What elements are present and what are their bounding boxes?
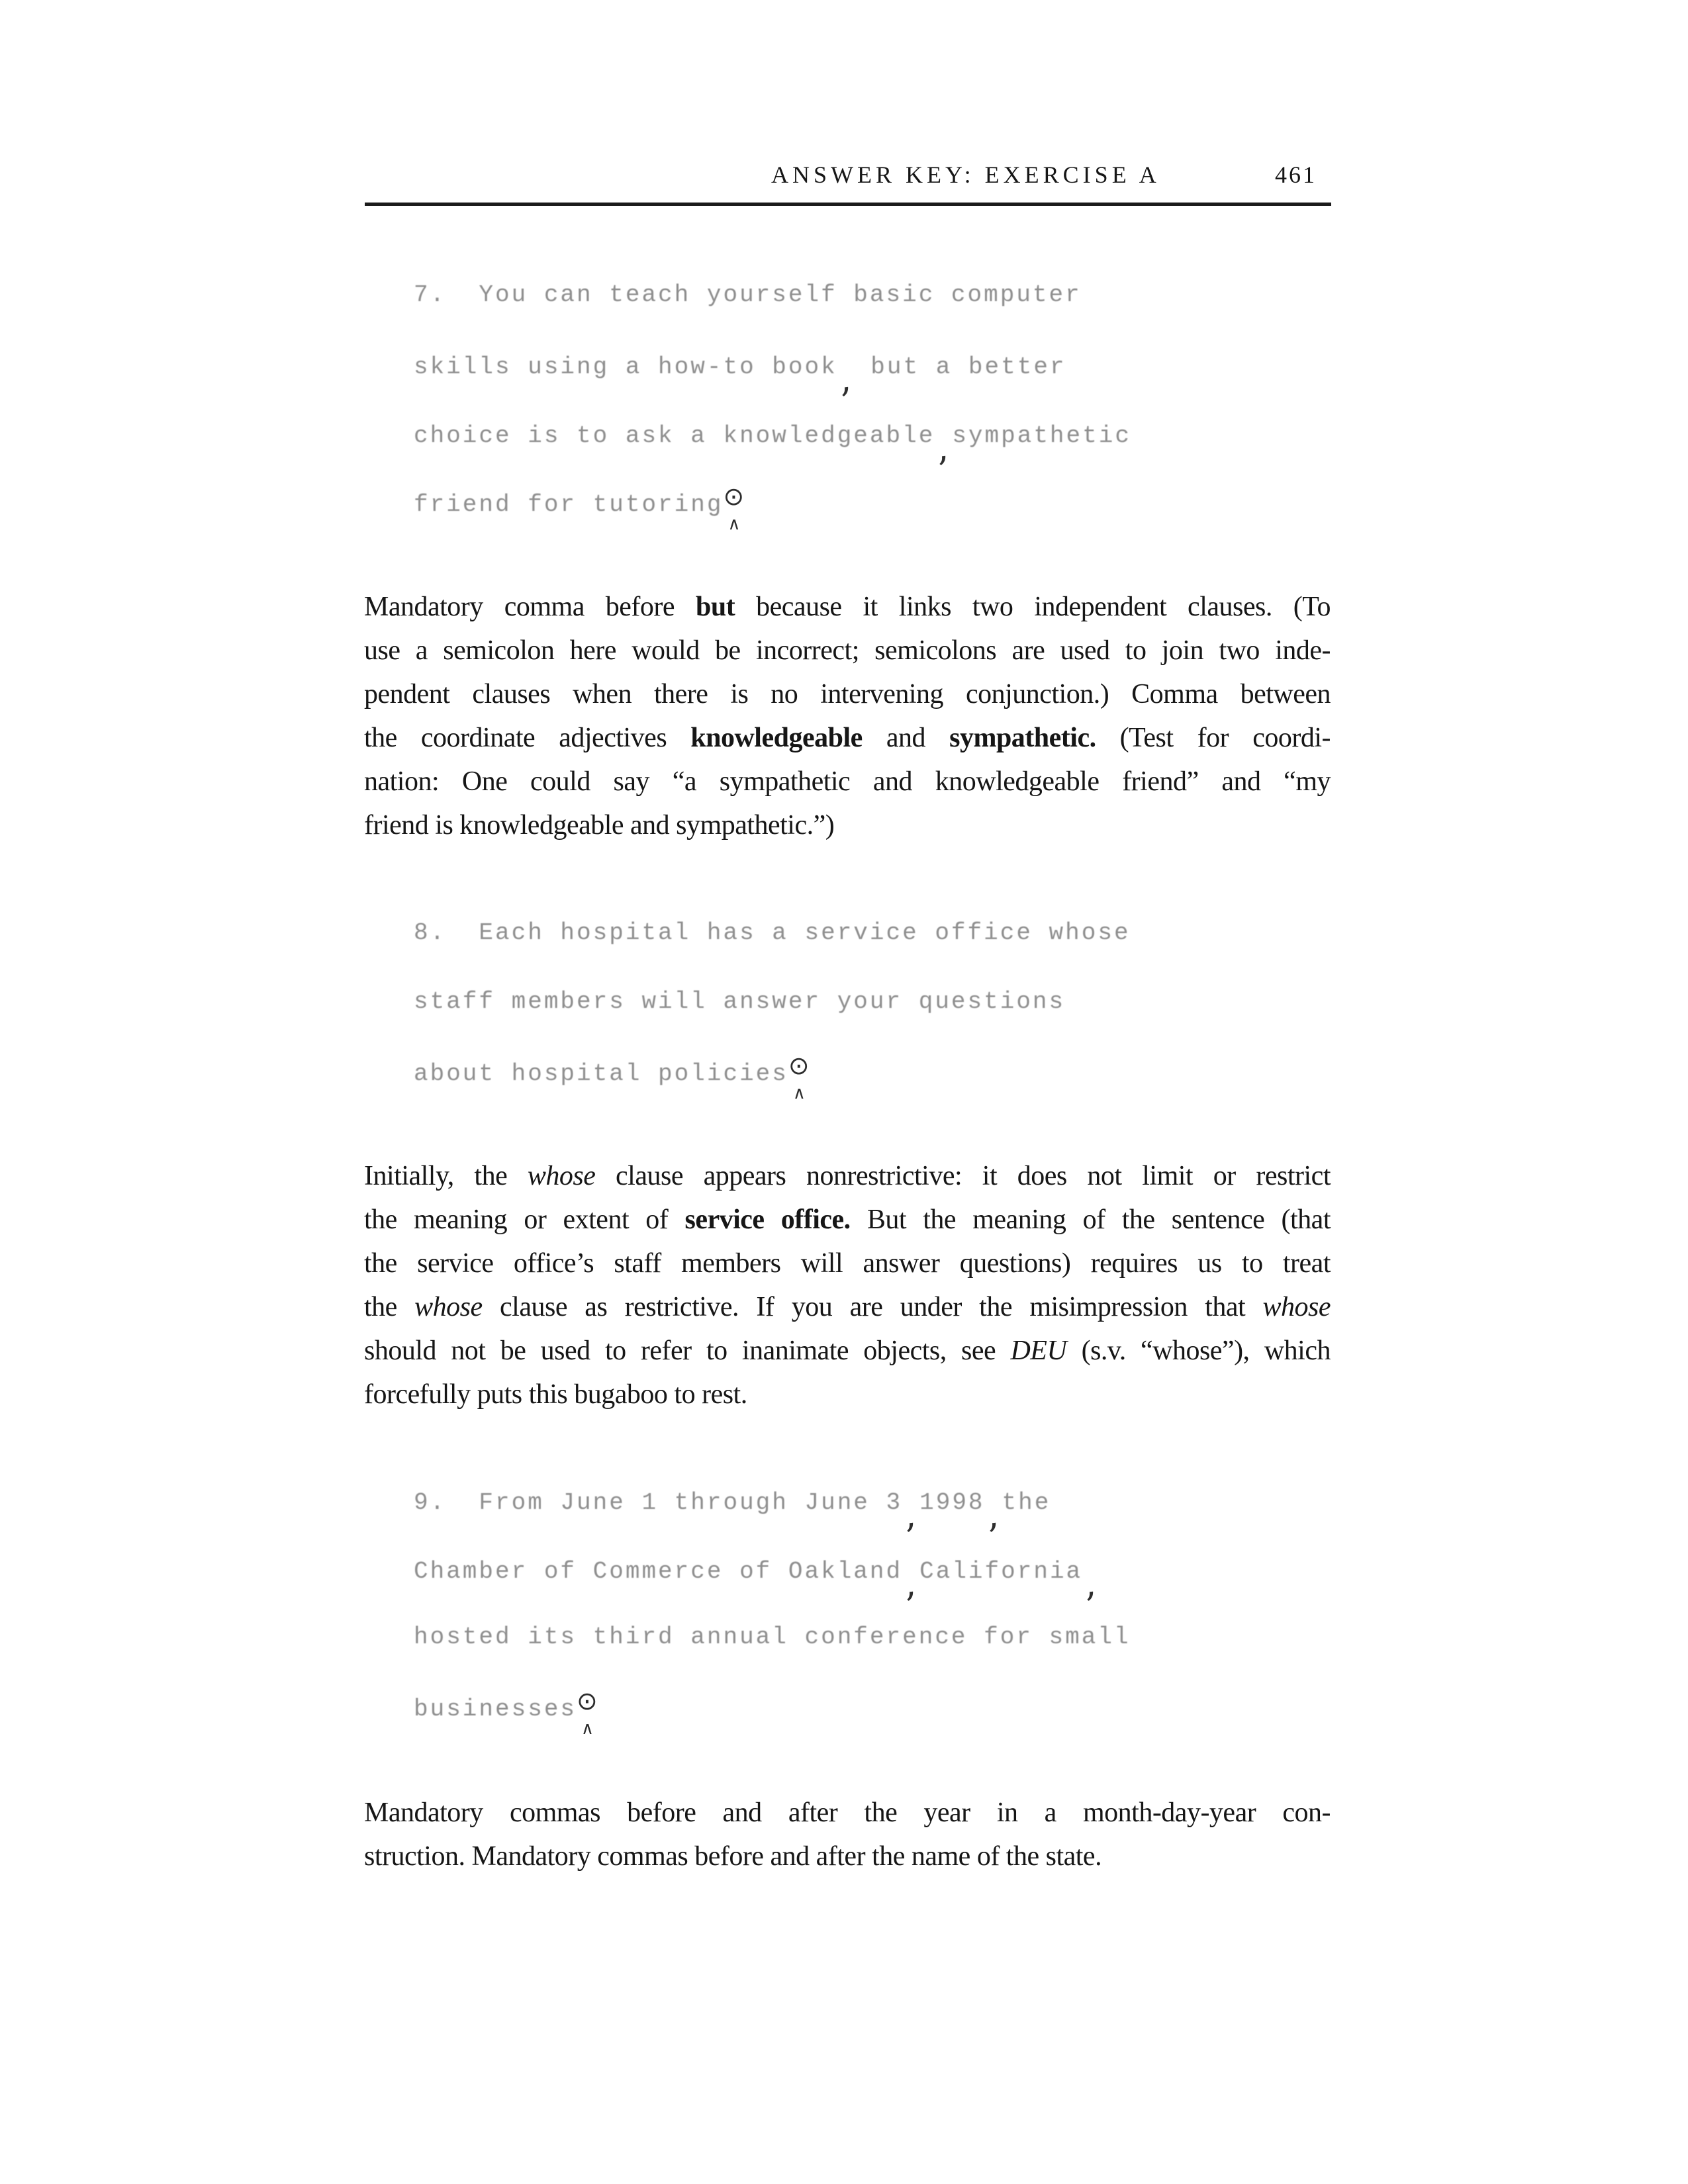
- commentary-text: but: [696, 592, 735, 622]
- typewriter-text: about hospital policies: [414, 1060, 788, 1087]
- typewriter-text: choice is to ask a knowledgeable: [414, 422, 935, 449]
- typewriter-line: [414, 1056, 1407, 1085]
- commentary-line: [364, 1154, 1331, 1198]
- insert-period-mark: [577, 1692, 600, 1715]
- commentary-line: [364, 1329, 1331, 1373]
- typewriter-text: the: [1002, 1489, 1051, 1516]
- typewriter-text: 8. Each hospital has a service office whose: [414, 919, 1131, 946]
- typewriter-line: [414, 281, 1407, 310]
- commentary-text: because it links two independent clauses. (To: [735, 592, 1331, 622]
- commentary-line: [364, 629, 1331, 672]
- typewriter-text: California: [919, 1558, 1083, 1585]
- insert-comma-mark: [985, 1485, 1002, 1509]
- insert-comma-mark: [902, 1485, 919, 1509]
- commentary-text: friend is knowledgeable and sympathetic.”): [364, 810, 835, 841]
- commentary-text: DEU: [1010, 1336, 1067, 1366]
- commentary-line: [364, 1285, 1331, 1329]
- header-rule: [365, 203, 1331, 206]
- commentary-text: the: [364, 1292, 415, 1322]
- typewriter-text: hosted its third annual conference for small: [414, 1623, 1131, 1651]
- commentary-line: [364, 803, 1331, 847]
- exercise-item-9: [414, 1485, 1407, 1760]
- commentary-line: [364, 716, 1331, 760]
- typewriter-line: [414, 1692, 1407, 1721]
- commentary-text: pendent clauses when there is no intervening conjunction.) Comma between: [364, 679, 1331, 709]
- commentary-text: clause appears nonrestrictive: it does not limit or restrict: [595, 1161, 1331, 1191]
- typewriter-text: friend for tutoring: [414, 491, 724, 518]
- typewriter-line: [414, 487, 1407, 516]
- commentary-line: [364, 760, 1331, 803]
- typewriter-line: [414, 418, 1407, 447]
- insert-period-mark: [723, 487, 747, 511]
- commentary-paragraph-2: [364, 1154, 1331, 1416]
- exercise-item-8: [414, 919, 1407, 1125]
- typewriter-text: 1998: [919, 1489, 985, 1516]
- typewriter-text: Chamber of Commerce of Oakland: [414, 1558, 903, 1585]
- typewriter-line: [414, 919, 1407, 948]
- commentary-text: Mandatory commas before and after the year in a month-day-year con-: [364, 1797, 1331, 1828]
- typewriter-text: sympathetic: [952, 422, 1131, 449]
- commentary-text: Mandatory comma before: [364, 592, 696, 622]
- typewriter-line: [414, 1554, 1407, 1583]
- typewriter-text: but a better: [854, 353, 1066, 381]
- typewriter-text: skills using a how-to book: [414, 353, 837, 381]
- typewriter-text: staff members will answer your questions: [414, 988, 1066, 1015]
- commentary-text: clause as restrictive. If you are under the misimpression that: [482, 1292, 1263, 1322]
- commentary-paragraph-1: [364, 585, 1331, 847]
- commentary-text: forcefully puts this bugaboo to rest.: [364, 1379, 747, 1410]
- commentary-line: [364, 1373, 1331, 1416]
- commentary-text: But the meaning of the sentence (that: [850, 1205, 1331, 1235]
- commentary-text: whose: [414, 1292, 483, 1322]
- commentary-text: (Test for coordi-: [1096, 723, 1331, 753]
- commentary-line: [364, 672, 1331, 716]
- commentary-line: [364, 1242, 1331, 1285]
- commentary-text: sympathetic.: [949, 723, 1096, 753]
- commentary-text: the meaning or extent of: [364, 1205, 685, 1235]
- commentary-text: struction. Mandatory commas before and after the name of the state.: [364, 1841, 1102, 1872]
- insert-comma-mark: [837, 349, 855, 373]
- insert-comma-mark: [935, 418, 952, 442]
- insert-comma-mark: [1082, 1554, 1100, 1578]
- typewriter-text: 7. You can teach yourself basic computer: [414, 281, 1082, 308]
- commentary-line: [364, 1835, 1331, 1878]
- insert-period-mark: [788, 1056, 812, 1080]
- typewriter-line: [414, 1623, 1407, 1652]
- commentary-text: service office.: [684, 1205, 851, 1235]
- commentary-line: [364, 1198, 1331, 1242]
- page-number: 461: [1275, 161, 1317, 188]
- commentary-text: knowledgeable: [690, 723, 863, 753]
- exercise-item-7: [414, 281, 1407, 556]
- typewriter-line: [414, 987, 1407, 1017]
- commentary-text: the coordinate adjectives: [364, 723, 691, 753]
- insert-comma-mark: [902, 1554, 919, 1578]
- commentary-line: [364, 585, 1331, 629]
- typewriter-text: businesses: [414, 1696, 577, 1723]
- commentary-text: whose: [527, 1161, 596, 1191]
- typewriter-text: 9. From June 1 through June 3: [414, 1489, 903, 1516]
- commentary-text: and: [862, 723, 950, 753]
- commentary-text: (s.v. “whose”), which: [1066, 1336, 1331, 1366]
- typewriter-line: [414, 1485, 1407, 1514]
- commentary-text: nation: One could say “a sympathetic and knowledgeable friend” and “my: [364, 766, 1331, 797]
- commentary-text: should not be used to refer to inanimate objects, see: [364, 1336, 1011, 1366]
- commentary-paragraph-3: [364, 1791, 1331, 1878]
- commentary-text: Initially, the: [364, 1161, 528, 1191]
- typewriter-line: [414, 349, 1407, 379]
- commentary-text: use a semicolon here would be incorrect; semicolons are used to join two inde-: [364, 635, 1331, 666]
- running-head: ANSWER KEY: EXERCISE A: [771, 161, 1160, 188]
- commentary-line: [364, 1791, 1331, 1835]
- commentary-text: the service office’s staff members will answer questions) requires us to treat: [364, 1248, 1331, 1279]
- commentary-text: whose: [1262, 1292, 1331, 1322]
